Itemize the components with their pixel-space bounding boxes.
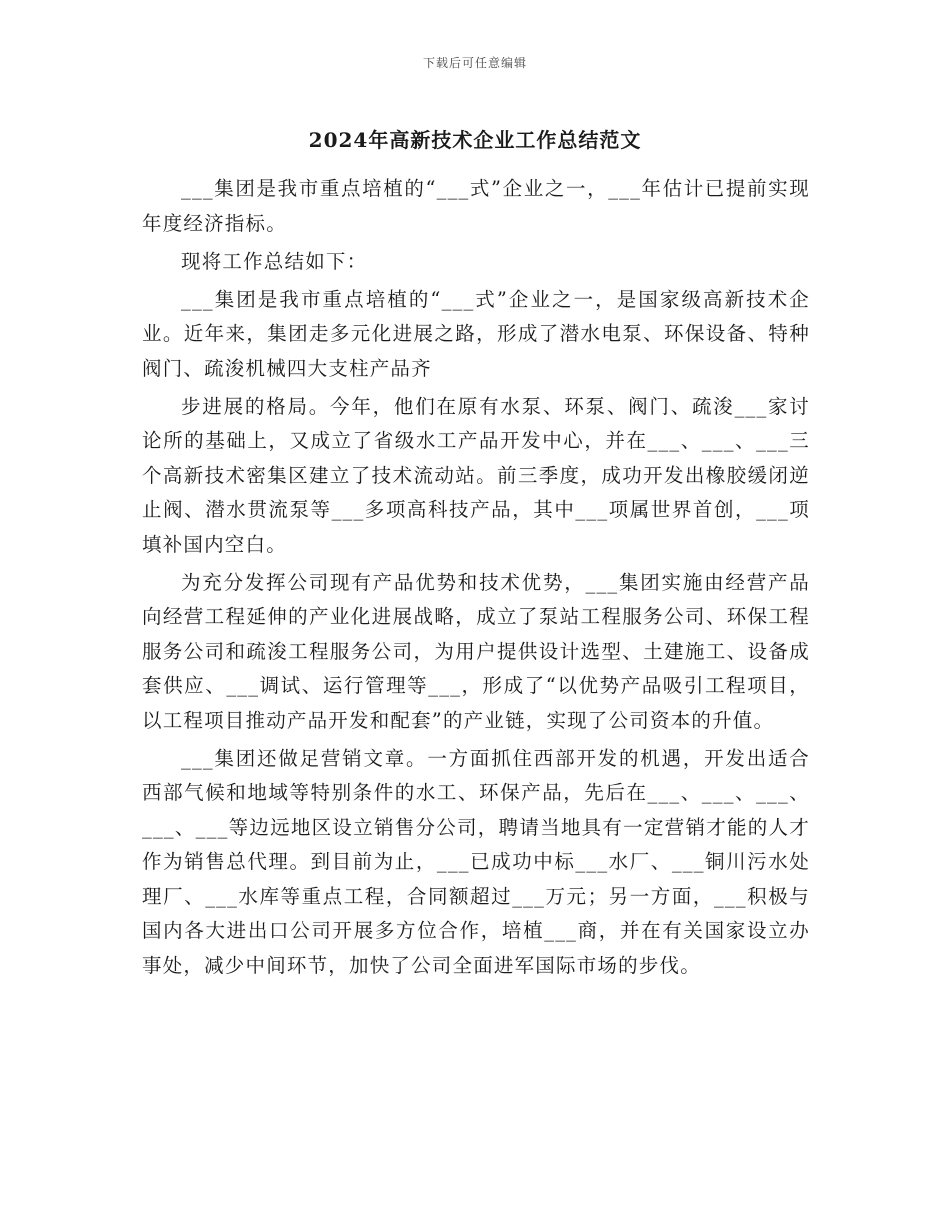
paragraph: 步进展的格局。今年，他们在原有水泵、环泵、阀门、疏浚___家讨论所的基础上，又成立了省级水工产品开发中心，并在___、___、___三个高新技术密集区建立了技术流动站。前三季度，成功开发出橡胶缓闭逆止阀、潜水贯流泵等___多项高科技产品，其中___项属世界首创，___项填补国内空白。 bbox=[142, 394, 810, 556]
paragraph: 现将工作总结如下： bbox=[181, 249, 368, 273]
paragraph: ___集团还做足营销文章。一方面抓住西部开发的机遇，开发出适合西部气候和地域等特别条件的水工、环保产品，先后在___、___、___、___、___等边远地区设立销售分公司，聘请当地具有一定营销才能的人才作为销售总代理。到目前为止，___已成功中标___水厂、___铜川污水处理厂、___水库等重点工程，合同额超过___万元；另一方面，___积极与国内各大进出口公司开展多方位合作，培植___商，并在有关国家设立办事处，减少中间环节，加快了公司全面进军国际市场的步伐。 bbox=[142, 746, 810, 977]
paragraph: ___集团是我市重点培植的“___式”企业之一，是国家级高新技术企业。近年来，集团走多元化进展之路，形成了潜水电泵、环保设备、特种阀门、疏浚机械四大支柱产品齐 bbox=[142, 287, 810, 380]
header-note: 下载后可任意编辑 bbox=[422, 56, 527, 70]
document-body bbox=[142, 172, 810, 987]
paragraph: ___集团是我市重点培植的“___式”企业之一，___年估计已提前实现年度经济指标。 bbox=[142, 177, 810, 235]
document-title: 2024年高新技术企业工作总结范文 bbox=[308, 128, 642, 152]
paragraph: 为充分发挥公司现有产品优势和技术优势，___集团实施由经营产品向经营工程延伸的产业化进展战略，成立了泵站工程服务公司、环保工程服务公司和疏浚工程服务公司，为用户提供设计选型、土建施工、设备成套供应、___调试、运行管理等___，形成了“以优势产品吸引工程项目，以工程项目推动产品开发和配套”的产业链，实现了公司资本的升值。 bbox=[142, 570, 810, 732]
